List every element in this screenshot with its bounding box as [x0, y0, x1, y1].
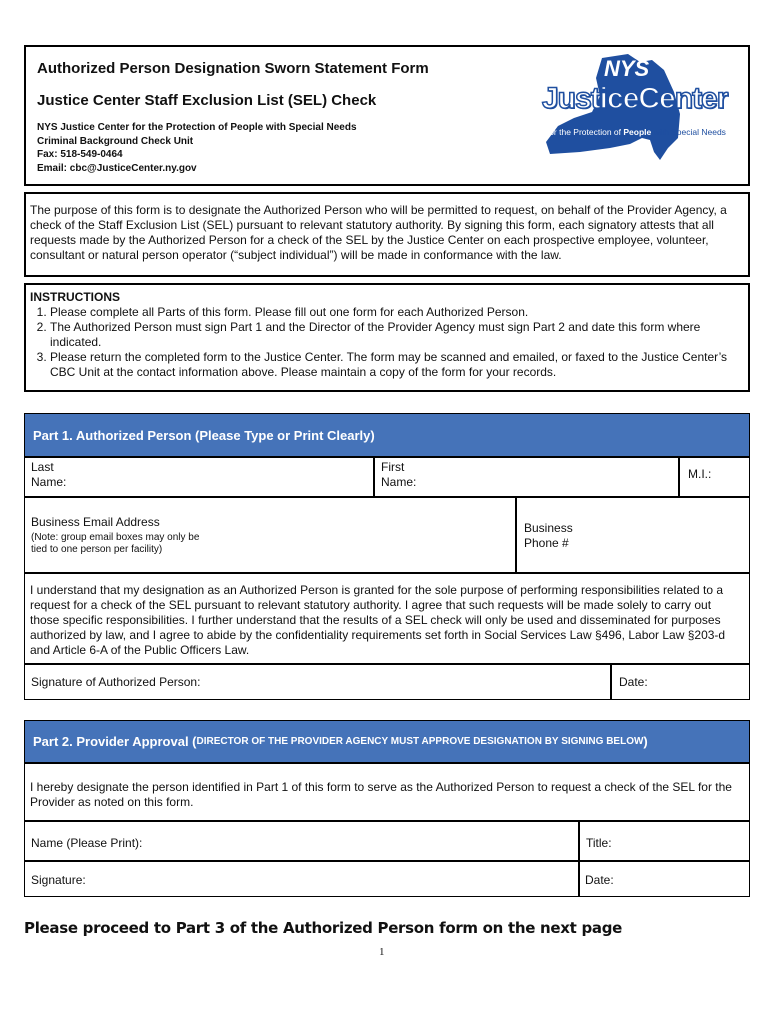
instructions [30, 290, 736, 380]
email-line: Email: cbc@JusticeCenter.ny.gov [37, 162, 197, 174]
director-signature-label: Signature: [31, 873, 86, 887]
first-name-field[interactable] [374, 457, 679, 497]
part2-heading-a: Part 2. Provider Approval ( [33, 734, 197, 749]
part2-heading-bar [24, 720, 750, 763]
part2-statement-box [24, 763, 750, 821]
director-date-field[interactable] [579, 861, 750, 897]
mi-field[interactable] [679, 457, 750, 497]
business-email-field[interactable] [24, 497, 516, 573]
unit-line: Criminal Background Check Unit [37, 135, 194, 147]
logo-main: JusticeCenter [542, 82, 728, 115]
form-title: Authorized Person Designation Sworn Statement Form [37, 60, 429, 77]
director-name-label: Name (Please Print): [31, 836, 143, 850]
contact-block [37, 121, 357, 175]
director-title-field[interactable] [579, 821, 750, 861]
mi-label: M.I.: [688, 467, 712, 481]
part2-heading-c: ) [643, 734, 648, 749]
first-name-label: First Name: [381, 460, 417, 489]
instruction-item: 1. Please complete all Parts of this form. Please fill out one form for each Authorized Person. [50, 305, 736, 320]
part2-heading-b: DIRECTOR OF THE PROVIDER AGENCY MUST APPROVE DESIGNATION BY SIGNING BELOW [196, 736, 644, 747]
logo-tagline-a: For the Protection of [544, 127, 622, 137]
instructions-heading: INSTRUCTIONS [30, 290, 120, 304]
last-name-label: Last Name: [31, 460, 67, 489]
instruction-item: 3. Please return the completed form to the Justice Center. The form may be scanned and emailed, or faxed to the Justice Center’s CBC Unit at the contact information above. Please maintain a copy of the form for your records. [50, 350, 736, 380]
part1-statement: I understand that my designation as an Authorized Person is granted for the sole purpose of performing responsibilities related to a request for a check of the SEL pursuant to relevant statutory authority. I agree that such requests will be made solely to carry out those specific responsibilities. I further understand that the results of a SEL check will only be used and disseminated for purposes authorized by law, and I agree to abide by the confidentiality requirements set forth in Social Services Law §496, Labor Law §203-d and Article 6-A of the Public Officers Law. [30, 583, 726, 657]
logo-nys: NYS [604, 56, 650, 81]
business-email-label: Business Email Address [31, 515, 160, 529]
org-line: NYS Justice Center for the Protection of People with Special Needs [37, 122, 357, 133]
director-date-label: Date: [585, 873, 614, 887]
page-number: 1 [379, 946, 385, 958]
director-name-field[interactable] [24, 821, 579, 861]
purpose-text: The purpose of this form is to designate the Authorized Person who will be permitted to request, on behalf of the Provider Agency, a check of the Staff Exclusion List (SEL) pursuant to relevant statutory authority. By signing this form, each signatory attests that all requests made by the Authorized Person for a check of the SEL by the Justice Center on each prospective employee, volunteer, consultant or natural person operator (“subject individual”) will be made in conformance with the law. [30, 203, 727, 262]
form-subtitle: Justice Center Staff Exclusion List (SEL) Check [37, 92, 377, 109]
business-phone-label: Business Phone # [524, 521, 573, 550]
logo-tagline-b: People [623, 127, 652, 137]
business-email-note: (Note: group email boxes may only be tied to one person per facility) [31, 532, 200, 555]
authorized-signature-label: Signature of Authorized Person: [31, 675, 201, 689]
instruction-item: 2. The Authorized Person must sign Part 1 and the Director of the Provider Agency must sign Part 2 and date this form where indicated. [50, 320, 736, 350]
part2-statement: I hereby designate the person identified in Part 1 of this form to serve as the Authorized Person to request a check of the SEL for the Provider as noted on this form. [30, 780, 732, 809]
last-name-field[interactable] [24, 457, 374, 497]
logo-tagline [544, 127, 726, 137]
business-phone-field[interactable] [516, 497, 750, 573]
director-title-label: Title: [586, 836, 612, 850]
authorized-date-field[interactable] [611, 664, 750, 700]
director-signature-field[interactable] [24, 861, 579, 897]
part1-heading-bar: Part 1. Authorized Person (Please Type or Print Clearly) [24, 413, 750, 457]
authorized-date-label: Date: [619, 675, 648, 689]
fax-line: Fax: 518-549-0464 [37, 149, 123, 160]
logo-tagline-c: with Special Needs [653, 127, 726, 137]
proceed-note: Please proceed to Part 3 of the Authorized Person form on the next page [24, 919, 623, 937]
justice-center-logo [540, 52, 740, 167]
authorized-signature-field[interactable] [24, 664, 611, 700]
part1-statement-box [24, 573, 750, 664]
instructions-list [30, 305, 736, 380]
